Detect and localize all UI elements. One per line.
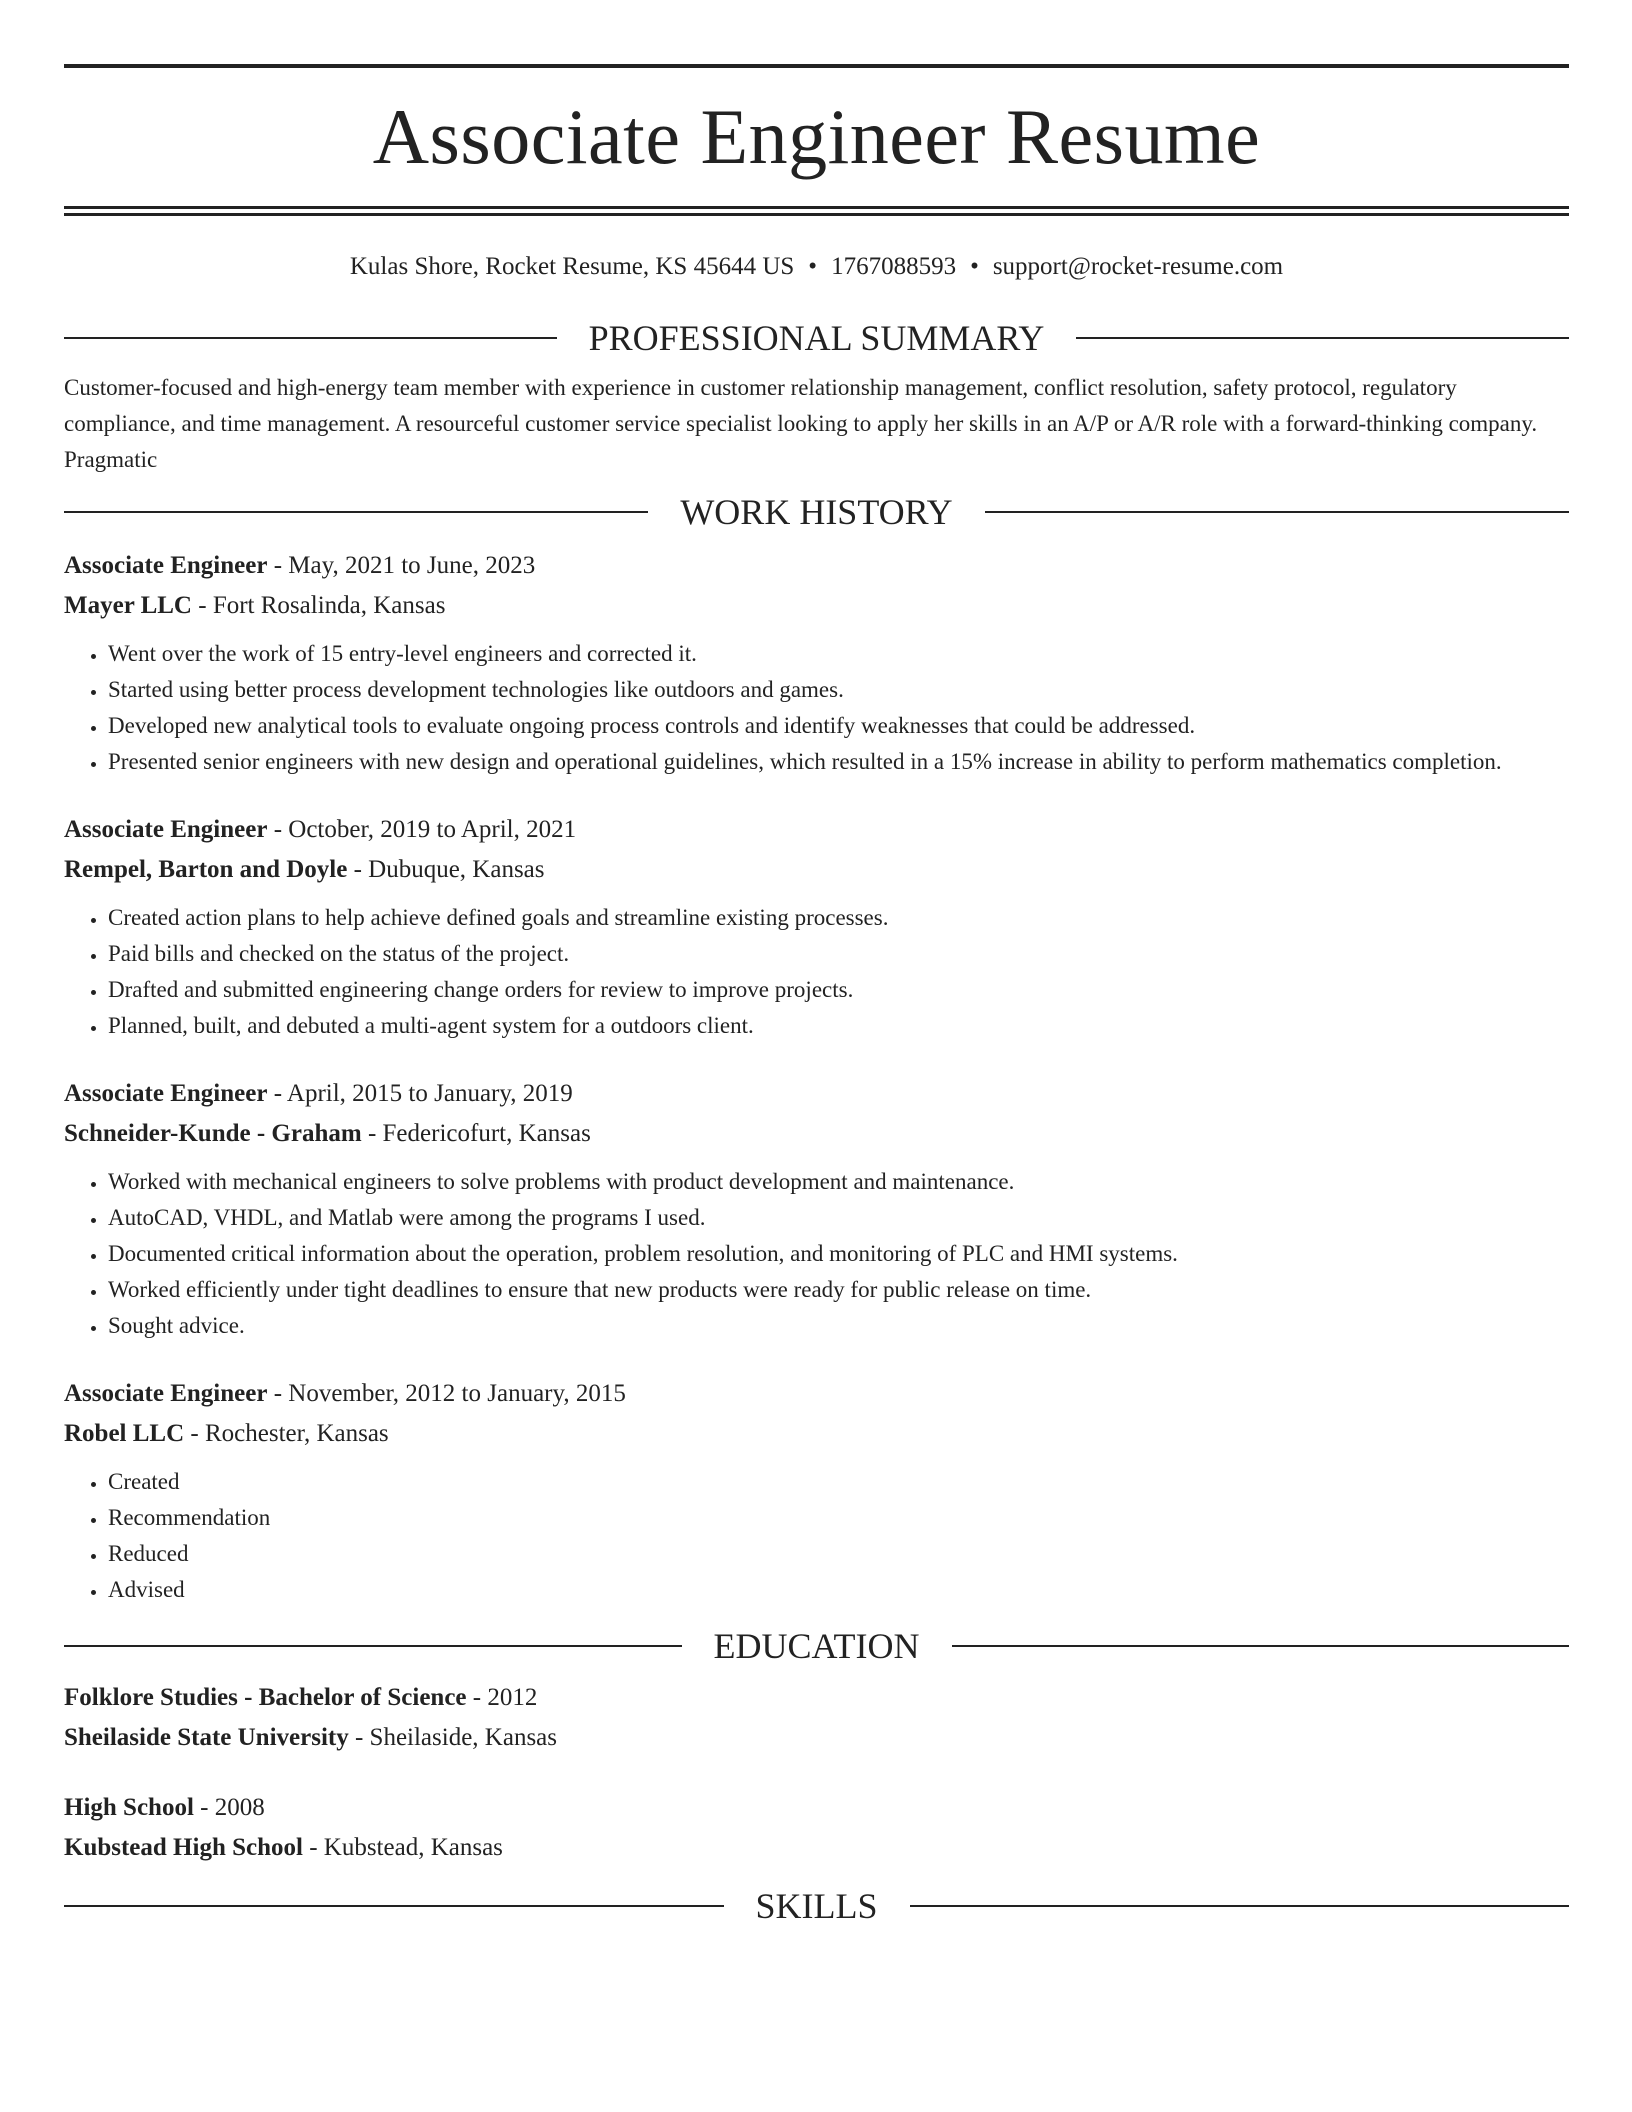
job-company: Mayer LLC: [64, 592, 192, 619]
education-entry: [64, 1678, 1569, 1758]
job-role: Associate Engineer: [64, 816, 268, 843]
list-item: • Paid bills and checked on the status of the project.: [108, 936, 1569, 972]
job-company-line: [64, 1114, 1569, 1154]
heading-rule: [910, 1905, 1570, 1907]
heading-rule: [64, 511, 648, 513]
job-entry: [64, 810, 1569, 1044]
job-entry: [64, 1374, 1569, 1608]
job-company: Schneider-Kunde - Graham: [64, 1120, 362, 1147]
section-heading-summary: [64, 316, 1569, 360]
school-location: - Sheilaside, Kansas: [348, 1724, 558, 1751]
degree-line: [64, 1788, 1569, 1828]
job-location: - Dubuque, Kansas: [347, 856, 545, 883]
job-role-line: [64, 1374, 1569, 1414]
list-item: • Went over the work of 15 entry-level engineers and corrected it.: [108, 636, 1569, 672]
list-item: • Drafted and submitted engineering change orders for review to improve projects.: [108, 972, 1569, 1008]
job-role-line: [64, 1074, 1569, 1114]
job-dates: - May, 2021 to June, 2023: [267, 552, 536, 579]
job-company-line: [64, 850, 1569, 890]
job-role: Associate Engineer: [64, 1380, 268, 1407]
list-item: • Developed new analytical tools to evaluate ongoing process controls and identify weaknesses that could be addressed.: [108, 708, 1569, 744]
degree-year: - 2012: [466, 1684, 538, 1711]
job-bullets: [64, 636, 1569, 780]
heading-rule: [952, 1645, 1570, 1647]
job-entry: [64, 546, 1569, 780]
list-item: • AutoCAD, VHDL, and Matlab were among the programs I used.: [108, 1200, 1569, 1236]
job-role: Associate Engineer: [64, 552, 268, 579]
section-heading-skills: [64, 1884, 1569, 1928]
job-company-line: [64, 586, 1569, 626]
summary-text: Customer-focused and high-energy team member with experience in customer relationship management, conflict resolution, safety protocol, regulatory compliance, and time management. A resourceful customer service specialist looking to apply her skills in an A/P or A/R role with a forward-thinking company. Pragmatic: [64, 375, 1538, 472]
degree-year: - 2008: [193, 1794, 265, 1821]
list-item: • Created action plans to help achieve defined goals and streamline existing processes.: [108, 900, 1569, 936]
job-location: - Federicofurt, Kansas: [361, 1120, 591, 1147]
list-item: • Reduced: [108, 1536, 1569, 1572]
school-location: - Kubstead, Kansas: [302, 1834, 503, 1861]
heading-rule: [64, 337, 557, 339]
heading-rule: [985, 511, 1569, 513]
list-item: • Presented senior engineers with new design and operational guidelines, which resulted in a 15% increase in ability to perform mathematics completion.: [108, 744, 1569, 780]
resume-title: Associate Engineer Resume: [372, 93, 1261, 180]
job-bullets: [64, 1164, 1569, 1344]
list-item: • Sought advice.: [108, 1308, 1569, 1344]
degree: High School: [64, 1794, 194, 1821]
job-dates: - April, 2015 to January, 2019: [267, 1080, 573, 1107]
contact-line: [64, 252, 1569, 282]
list-item: • Documented critical information about the operation, problem resolution, and monitoring of PLC and HMI systems.: [108, 1236, 1569, 1272]
section-title: SKILLS: [755, 1886, 878, 1926]
contact-address: Kulas Shore, Rocket Resume, KS 45644 US: [349, 253, 795, 280]
resume-page: [64, 64, 1569, 1928]
contact-email: support@rocket-resume.com: [992, 253, 1284, 280]
job-entry: [64, 1074, 1569, 1344]
heading-rule: [1076, 337, 1569, 339]
job-role-line: [64, 810, 1569, 850]
title-double-rule: [64, 206, 1569, 216]
contact-phone: 1767088593: [831, 253, 957, 280]
list-item: • Recommendation: [108, 1500, 1569, 1536]
contact-separator: •: [970, 253, 979, 280]
list-item: • Worked with mechanical engineers to solve problems with product development and maintenance.: [108, 1164, 1569, 1200]
list-item: • Advised: [108, 1572, 1569, 1608]
list-item: • Planned, built, and debuted a multi-agent system for a outdoors client.: [108, 1008, 1569, 1044]
section-heading-education: [64, 1624, 1569, 1668]
job-location: - Rochester, Kansas: [184, 1420, 389, 1447]
section-title: PROFESSIONAL SUMMARY: [588, 318, 1045, 358]
job-bullets: [64, 900, 1569, 1044]
top-rule: [64, 64, 1569, 68]
section-heading-work: [64, 490, 1569, 534]
section-title: WORK HISTORY: [680, 492, 953, 532]
list-item: • Worked efficiently under tight deadlines to ensure that new products were ready for public release on time.: [108, 1272, 1569, 1308]
job-bullets: [64, 1464, 1569, 1608]
job-location: - Fort Rosalinda, Kansas: [192, 592, 446, 619]
school-line: [64, 1718, 1569, 1758]
heading-rule: [64, 1905, 724, 1907]
school-line: [64, 1828, 1569, 1868]
heading-rule: [64, 1645, 682, 1647]
job-company-line: [64, 1414, 1569, 1454]
school-name: Sheilaside State University: [64, 1724, 349, 1751]
job-role: Associate Engineer: [64, 1080, 268, 1107]
degree: Folklore Studies - Bachelor of Science: [64, 1684, 467, 1711]
job-company: Robel LLC: [64, 1420, 185, 1447]
job-company: Rempel, Barton and Doyle: [64, 856, 348, 883]
job-dates: - November, 2012 to January, 2015: [267, 1380, 626, 1407]
job-dates: - October, 2019 to April, 2021: [267, 816, 577, 843]
school-name: Kubstead High School: [64, 1834, 303, 1861]
contact-separator: •: [808, 253, 818, 280]
education-entry: [64, 1788, 1569, 1868]
section-title: EDUCATION: [713, 1626, 920, 1666]
job-role-line: [64, 546, 1569, 586]
list-item: • Created: [108, 1464, 1569, 1500]
degree-line: [64, 1678, 1569, 1718]
list-item: • Started using better process development technologies like outdoors and games.: [108, 672, 1569, 708]
